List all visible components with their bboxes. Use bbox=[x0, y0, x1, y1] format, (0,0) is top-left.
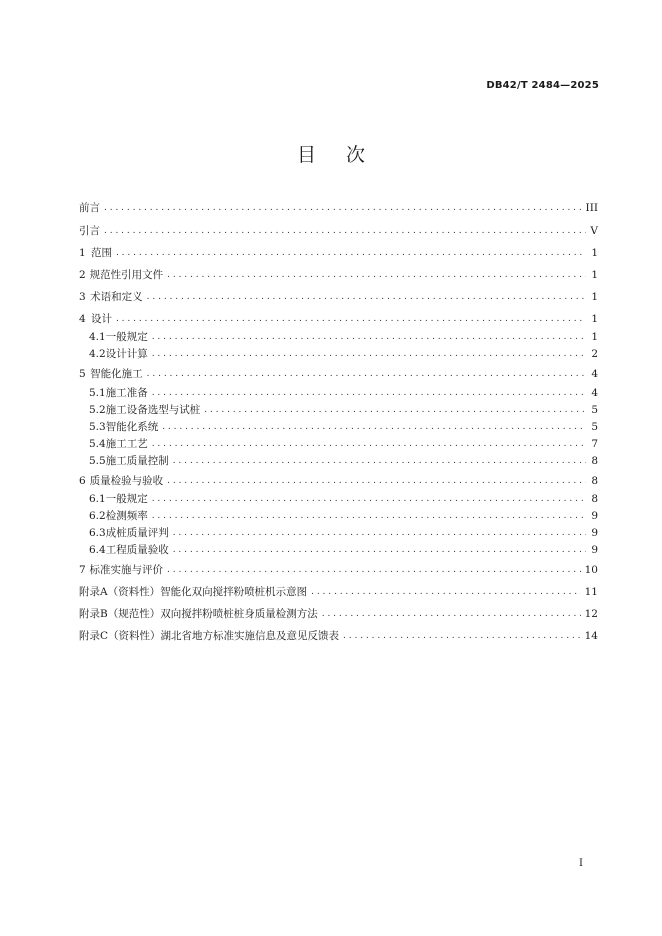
toc-entry-number: 5.5 bbox=[89, 455, 106, 467]
toc-entry-number: 6.2 bbox=[89, 510, 106, 522]
toc-entry[interactable] bbox=[79, 454, 598, 469]
toc-entry-page: 12 bbox=[584, 608, 598, 620]
toc-entry-label: 设计计算 bbox=[105, 348, 148, 360]
toc-entry-page: III bbox=[585, 202, 598, 214]
toc-entry-page: 8 bbox=[591, 455, 598, 467]
toc-entry[interactable] bbox=[79, 224, 598, 239]
toc-entry[interactable] bbox=[79, 607, 598, 622]
toc-entry-page: 1 bbox=[591, 331, 598, 343]
toc-entry-page: 1 bbox=[591, 291, 598, 303]
toc-entry-number: 6.1 bbox=[89, 493, 106, 505]
toc-entry-label: 质量检验与验收 bbox=[89, 475, 164, 487]
toc-entry-label: 一般规定 bbox=[105, 331, 148, 343]
toc-entry[interactable] bbox=[79, 509, 598, 524]
toc-entry-number: 4 bbox=[79, 313, 86, 325]
toc-dot-leader bbox=[162, 420, 586, 435]
toc-entry-label: 智能化施工 bbox=[90, 368, 143, 380]
toc-entry-page: 10 bbox=[584, 564, 598, 576]
toc-entry-label: 范围 bbox=[90, 247, 112, 259]
toc-entry-page: 8 bbox=[591, 475, 598, 487]
toc-entry[interactable] bbox=[79, 330, 598, 345]
toc-entry-number: 5.1 bbox=[89, 387, 106, 399]
toc-entry[interactable] bbox=[79, 629, 598, 644]
toc-entry-number: 4.2 bbox=[89, 348, 106, 360]
toc-entry-label: 标准实施与评价 bbox=[89, 564, 164, 576]
toc-dot-leader bbox=[116, 246, 586, 261]
toc-dot-leader bbox=[152, 437, 586, 452]
toc-entry[interactable] bbox=[79, 474, 598, 489]
toc-entry-number: 附录B（规范性） bbox=[79, 608, 161, 620]
toc-entry-label: 引言 bbox=[79, 225, 100, 237]
toc-entry-page: 5 bbox=[591, 404, 598, 416]
toc-entry-label: 施工准备 bbox=[105, 387, 148, 399]
toc-dot-leader bbox=[173, 526, 586, 541]
toc-entry[interactable] bbox=[79, 312, 598, 327]
toc-entry-number: 5.3 bbox=[89, 421, 106, 433]
toc-entry-page: 1 bbox=[591, 269, 598, 281]
toc-entry-label: 前言 bbox=[79, 202, 100, 214]
toc-entry-number: 附录C（资料性） bbox=[79, 630, 161, 642]
toc-entry-number: 5.2 bbox=[89, 404, 106, 416]
toc-entry[interactable] bbox=[79, 403, 598, 418]
toc-entry-page: 1 bbox=[591, 247, 598, 259]
toc-entry[interactable] bbox=[79, 563, 598, 578]
toc-entry-page: V bbox=[590, 225, 598, 237]
toc-entry-number: 1 bbox=[79, 247, 86, 259]
toc-entry-label: 施工设备选型与试桩 bbox=[105, 404, 201, 416]
toc-entry-page: 9 bbox=[591, 527, 598, 539]
toc-entry[interactable] bbox=[79, 290, 598, 305]
toc-dot-leader bbox=[167, 268, 586, 283]
toc-dot-leader bbox=[204, 403, 586, 418]
toc-dot-leader bbox=[173, 454, 586, 469]
toc-entry-number: 5 bbox=[79, 368, 86, 380]
toc-dot-leader bbox=[152, 386, 586, 401]
page-number: I bbox=[579, 858, 583, 869]
toc-entry-number: 6.3 bbox=[89, 527, 106, 539]
toc-entry-label: 一般规定 bbox=[105, 493, 148, 505]
toc-dot-leader bbox=[167, 563, 581, 578]
toc-dot-leader bbox=[343, 629, 581, 644]
toc-entry-page: 11 bbox=[584, 586, 598, 598]
toc-dot-leader bbox=[322, 607, 581, 622]
toc-entry-label: 术语和定义 bbox=[90, 291, 143, 303]
toc-entry-label: 施工工艺 bbox=[105, 438, 148, 450]
toc-entry-label: 设计 bbox=[90, 313, 112, 325]
toc-entry[interactable] bbox=[79, 526, 598, 541]
toc-entry-page: 1 bbox=[591, 313, 598, 325]
toc-entry-number: 6.4 bbox=[89, 544, 106, 556]
toc-entry-number: 2 bbox=[79, 269, 86, 281]
toc-dot-leader bbox=[147, 367, 586, 382]
toc-entry-page: 9 bbox=[591, 510, 598, 522]
toc-entry-label: 工程质量验收 bbox=[105, 544, 169, 556]
toc-entry[interactable] bbox=[79, 246, 598, 261]
toc-dot-leader bbox=[116, 312, 586, 327]
toc-entry[interactable] bbox=[79, 386, 598, 401]
toc-entry-page: 4 bbox=[591, 387, 598, 399]
toc-entry-page: 8 bbox=[591, 493, 598, 505]
toc-entry-label: 检测频率 bbox=[105, 510, 148, 522]
toc-entry-label: 成桩质量评判 bbox=[105, 527, 169, 539]
toc-entry[interactable] bbox=[79, 492, 598, 507]
toc-entry-page: 7 bbox=[591, 438, 598, 450]
toc-entry-number: 6 bbox=[79, 475, 86, 487]
toc-dot-leader bbox=[104, 201, 582, 216]
toc-entry-page: 9 bbox=[591, 544, 598, 556]
toc-entry-label: 双向搅拌粉喷桩桩身质量检测方法 bbox=[160, 608, 318, 620]
toc-entry-label: 规范性引用文件 bbox=[89, 269, 164, 281]
toc-entry-number: 4.1 bbox=[89, 331, 106, 343]
toc-dot-leader bbox=[152, 509, 586, 524]
toc-dot-leader bbox=[147, 290, 586, 305]
toc-entry[interactable] bbox=[79, 437, 598, 452]
toc-entry-label: 智能化系统 bbox=[105, 421, 159, 433]
toc-dot-leader bbox=[152, 330, 586, 345]
toc-entry-number: 7 bbox=[79, 564, 86, 576]
toc-entry[interactable] bbox=[79, 367, 598, 382]
toc-entry-label: 智能化双向搅拌粉喷桩机示意图 bbox=[160, 586, 308, 598]
toc-entry-number: 附录A（资料性） bbox=[79, 586, 161, 598]
document-code: DB42/T 2484—2025 bbox=[486, 80, 599, 91]
toc-entry[interactable] bbox=[79, 268, 598, 283]
toc-dot-leader bbox=[173, 543, 586, 558]
toc-dot-leader bbox=[152, 347, 586, 362]
toc-entry[interactable] bbox=[79, 420, 598, 435]
toc-entry-page: 2 bbox=[591, 348, 598, 360]
toc-entry[interactable] bbox=[79, 585, 598, 600]
toc-entry-page: 5 bbox=[591, 421, 598, 433]
toc-dot-leader bbox=[152, 492, 586, 507]
toc-entry-label: 湖北省地方标准实施信息及意见反馈表 bbox=[160, 630, 340, 642]
toc-entry[interactable] bbox=[79, 347, 598, 362]
toc-dot-leader bbox=[311, 585, 581, 600]
page-title: 目次 bbox=[296, 144, 395, 166]
toc-entry-number: 3 bbox=[79, 291, 86, 303]
toc-entry[interactable] bbox=[79, 543, 598, 558]
toc-entry-page: 4 bbox=[591, 368, 598, 380]
toc-entry-page: 14 bbox=[584, 630, 598, 642]
toc-dot-leader bbox=[104, 224, 586, 239]
toc-entry[interactable] bbox=[79, 201, 598, 216]
toc-entry-number: 5.4 bbox=[89, 438, 106, 450]
toc-dot-leader bbox=[167, 474, 586, 489]
toc-entry-label: 施工质量控制 bbox=[105, 455, 169, 467]
